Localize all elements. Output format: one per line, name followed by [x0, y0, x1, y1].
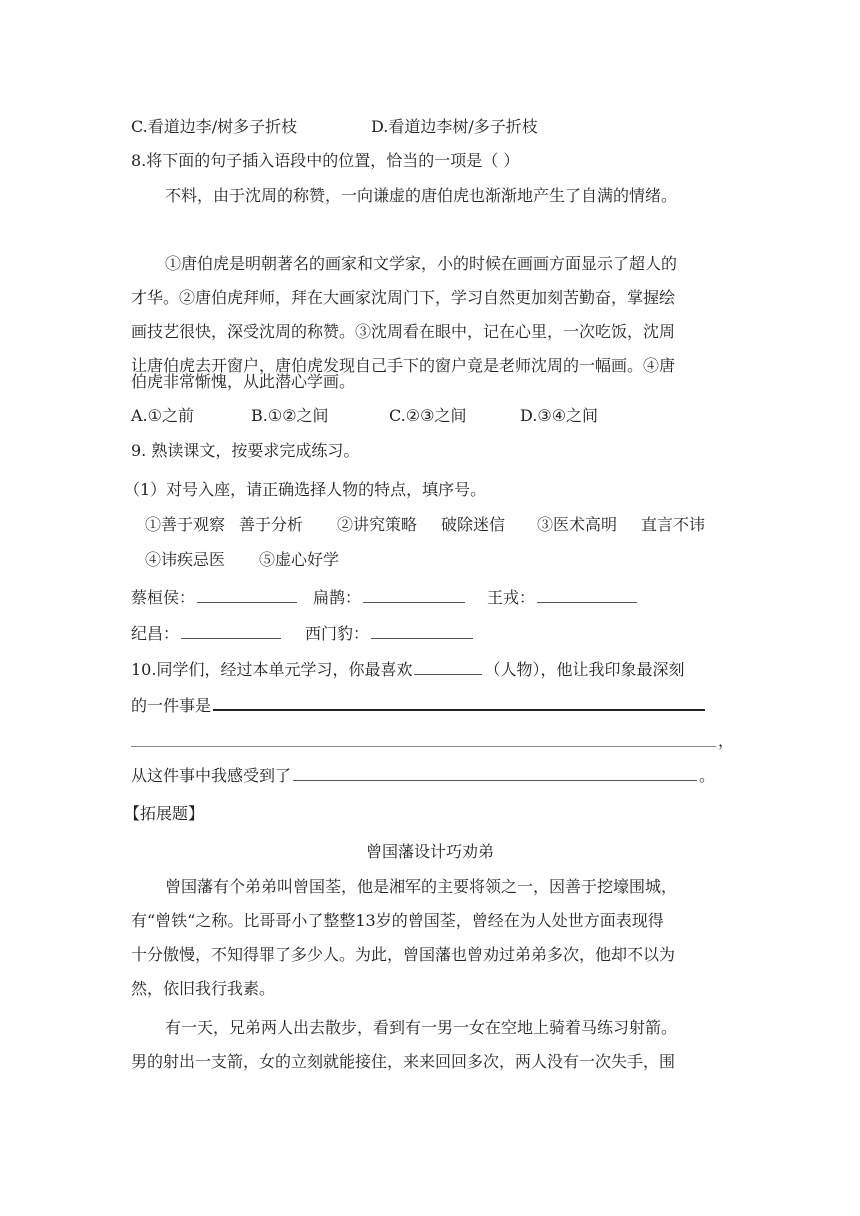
article-line: 男的射出一支箭，女的立刻就能接住，来来回回多次，两人没有一次失手，围 — [131, 1052, 676, 1071]
trait-1: ①善于观察 — [145, 515, 226, 534]
answer-blank[interactable] — [363, 587, 465, 603]
article-title: 曾国藩设计巧劝弟 — [365, 842, 494, 861]
person-cai — [131, 587, 299, 608]
q9-stem: 9. 熟读课文，按要求完成练习。 — [131, 441, 360, 460]
q10-text: 。 — [699, 766, 716, 785]
q8-option-c: C.②③之间 — [389, 406, 467, 425]
article-line: 十分傲慢，不知得罪了多少人。为此，曾国藩也曾劝过弟弟多次，他却不以为 — [131, 945, 676, 964]
q8-option-a: A.①之前 — [131, 406, 194, 425]
trait-5: ⑤虚心好学 — [259, 550, 340, 569]
q10-text: 从这件事中我感受到了 — [131, 766, 292, 785]
q7-option-c: C.看道边李/树多子折枝 — [131, 117, 298, 136]
q8-passage-line: 让唐伯虎去开窗户，唐伯虎发现自己手下的窗户竟是老师沈周的一幅画。④唐 — [131, 356, 676, 375]
feeling-blank[interactable] — [293, 765, 697, 781]
article-line: 曾国藩有个弟弟叫曾国荃，他是湘军的主要将领之一，因善于挖壕围城， — [165, 877, 678, 896]
person-label: 纪昌： — [131, 624, 180, 643]
trait-2: ②讲究策略 — [337, 515, 418, 534]
answer-blank[interactable] — [181, 623, 281, 639]
q10-comma: ， — [718, 731, 735, 750]
person-ximenbao — [305, 623, 475, 644]
trait-3: ③医术高明 — [537, 515, 618, 534]
article-line: 有一天，兄弟两人出去散步，看到有一男一女在空地上骑着马练习射箭。 — [165, 1018, 678, 1037]
q8-passage-line: ①唐伯虎是明朝著名的画家和文学家，小的时候在画画方面显示了超人的 — [165, 254, 678, 273]
person-wangrong — [487, 587, 639, 608]
person-label: 王戎： — [487, 588, 536, 607]
q8-passage-line: 画技艺很快，深受沈周的称赞。③沈周看在眼中，记在心里，一次吃饭，沈周 — [131, 322, 676, 341]
answer-blank[interactable] — [537, 587, 637, 603]
q10-line2 — [131, 694, 707, 716]
answer-blank[interactable] — [197, 587, 297, 603]
event-blank[interactable] — [213, 694, 705, 711]
article-line: 然，依旧我行我素。 — [131, 979, 276, 998]
trait-3b: 直言不讳 — [641, 515, 706, 534]
person-label: 蔡桓侯： — [131, 588, 196, 607]
q9-sub1: （1）对号入座，请正确选择人物的特点，填序号。 — [124, 480, 487, 499]
q8-passage-line: 才华。②唐伯虎拜师，拜在大画家沈周门下，学习自然更加刻苦勤奋，掌握绘 — [131, 288, 676, 307]
person-jichang — [131, 623, 283, 644]
q10-line1 — [131, 659, 684, 680]
q10-line4 — [131, 765, 715, 786]
trait-1b: 善于分析 — [239, 515, 304, 534]
q10-text: 10.同学们，经过本单元学习，你最喜欢 — [131, 660, 413, 679]
q10-text: （人物），他让我印象最深刻 — [484, 660, 685, 679]
favorite-person-blank[interactable] — [414, 659, 482, 675]
extension-heading: 【拓展题】 — [124, 804, 205, 823]
article-line: 有“曾铁“之称。比哥哥小了整整13岁的曾国荃，曾经在为人处世方面表现得 — [131, 911, 664, 930]
q8-option-b: B.①②之间 — [251, 406, 329, 425]
q10-text: 的一件事是 — [131, 696, 212, 715]
q8-stem: 8.将下面的句子插入语段中的位置，恰当的一项是（ ） — [131, 151, 520, 170]
q7-option-d: D.看道边李树/多子折枝 — [371, 117, 538, 136]
answer-blank[interactable] — [371, 623, 473, 639]
q8-option-d: D.③④之间 — [520, 406, 599, 425]
event-blank-continued[interactable] — [131, 745, 716, 747]
q8-passage-line: 伯虎非常惭愧，从此潜心学画。 — [131, 372, 356, 391]
person-label: 西门豹： — [305, 624, 370, 643]
trait-2b: 破除迷信 — [441, 515, 506, 534]
person-bianque — [313, 587, 467, 608]
person-label: 扁鹊： — [313, 588, 362, 607]
q8-insert-sentence: 不料，由于沈周的称赞，一向谦虚的唐伯虎也渐渐地产生了自满的情绪。 — [165, 186, 678, 205]
trait-4: ④讳疾忌医 — [145, 550, 226, 569]
